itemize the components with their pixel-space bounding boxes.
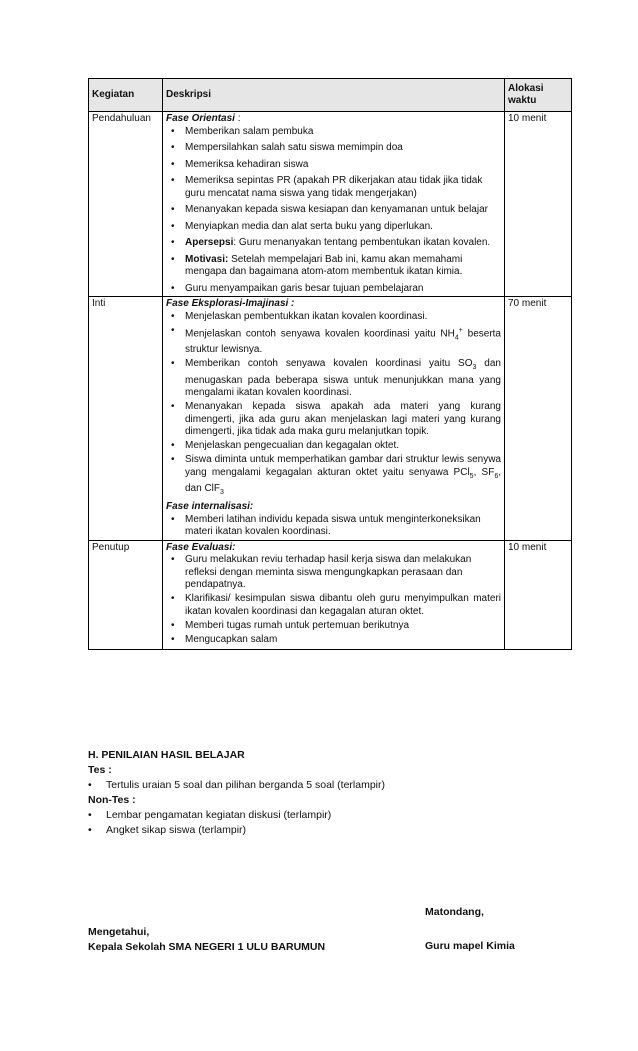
phase-orientasi-heading: Fase Orientasi : — [166, 113, 241, 124]
list-item: • Klarifikasi/ kesimpulan siswa dibantu oleh guru menyimpulkan materi ikatan kovalen koordinasi dan kegagalan aturan oktet. — [166, 593, 501, 618]
list-item: • Memberikan salam pembuka — [166, 126, 501, 139]
signature-place: Matondang, — [425, 906, 484, 918]
table-header-row — [89, 79, 572, 112]
list-item: • Lembar pengamatan kegiatan diskusi (terlampir) — [88, 808, 568, 823]
cell-deskripsi-penutup — [163, 540, 505, 649]
list-item: • Memeriksa sepintas PR (apakah PR dikerjakan atau tidak jika tidak guru mencatat nama siswa yang tidak mengerjakan) — [166, 175, 501, 200]
list-item: • Menjelaskan contoh senyawa kovalen koordinasi yaitu $NH_4^+$ beserta struktur lewisnya. — [166, 325, 501, 357]
list-item: • Memberi latihan individu kepada siswa untuk menginterkoneksikan materi ikatan kovalen koordinasi. — [166, 514, 501, 539]
list-item: • Menjelaskan pembentukkan ikatan kovalen koordinasi. — [166, 311, 501, 324]
list-item: • Menanyakan kepada siswa kesiapan dan kenyamanan untuk belajar — [166, 204, 501, 217]
list-item: • Tertulis uraian 5 soal dan pilihan berganda 5 soal (terlampir) — [88, 778, 568, 793]
cell-waktu-penutup: 10 menit — [505, 540, 572, 649]
table-row-penutup — [89, 540, 572, 649]
cell-kegiatan-inti: Inti — [89, 297, 163, 541]
section-title: H. PENILAIAN HASIL BELAJAR — [88, 749, 245, 761]
phase-evaluasi-heading: Fase Evaluasi: — [166, 541, 236, 553]
inti-list — [166, 311, 501, 500]
activity-table — [88, 78, 572, 650]
list-item: • Memeriksa kehadiran siswa — [166, 159, 501, 172]
cell-deskripsi-pendahuluan — [163, 112, 505, 297]
pendahuluan-list — [166, 126, 501, 296]
phase-eksplorasi-heading: Fase Eksplorasi-Imajinasi : — [166, 298, 295, 309]
section-penilaian — [88, 748, 568, 838]
table-row-pendahuluan — [89, 112, 572, 297]
tes-label: Tes : — [88, 764, 112, 776]
cell-waktu-pendahuluan: 10 menit — [505, 112, 572, 297]
list-item: • Menyiapkan media dan alat serta buku yang diperlukan. — [166, 221, 501, 234]
penutup-list — [166, 554, 501, 646]
list-item: • Mempersilahkan salah satu siswa memimpin doa — [166, 142, 501, 155]
mengetahui-label: Mengetahui, — [88, 926, 150, 938]
nontes-list — [88, 808, 568, 838]
list-item: • Memberi tugas rumah untuk pertemuan berikutnya — [166, 620, 501, 633]
list-item: • Menjelaskan pengecualian dan kegagalan oktet. — [166, 440, 501, 453]
list-item-apersepsi: • Apersepsi: Guru menanyakan tentang pembentukan ikatan kovalen. — [166, 237, 501, 250]
nontes-label: Non-Tes : — [88, 794, 136, 806]
cell-kegiatan-penutup: Penutup — [89, 540, 163, 649]
list-item: • Guru menyampaikan garis besar tujuan pembelajaran — [166, 283, 501, 296]
cell-deskripsi-inti — [163, 297, 505, 541]
header-kegiatan: Kegiatan — [89, 79, 163, 112]
list-item: • Menanyakan kepada siswa apakah ada materi yang kurang dimengerti, jika ada guru akan menjelaskan lagi materi yang kurang dimengerti, jika tidak ada maka guru melanjutkan topik. — [166, 401, 501, 439]
internalisasi-list — [166, 514, 501, 539]
phase-internalisasi-heading: Fase internalisasi: — [166, 501, 254, 513]
cell-kegiatan-pendahuluan: Pendahuluan — [89, 112, 163, 297]
list-item-motivasi: • Motivasi: Setelah mempelajari Bab ini, kamu akan memahami mengapa dan bagaimana atom-atom membentuk ikatan kimia. — [166, 254, 501, 279]
list-item: • Mengucapkan salam — [166, 634, 501, 647]
list-item: • Siswa diminta untuk memperhatikan gambar dari struktur lewis senywa yang mengalami kegagalan akturan oktet yaitu senyawa PCl$_5$, $SF_6$, dan ClF$_3$ — [166, 454, 501, 500]
list-item: • Memberikan contoh senyawa kovalen koordinasi yaitu $SO_3$ dan menugaskan pada beberapa siswa untuk menunjukkan mana yang mengalami ikatan kovalen koordinasi. — [166, 358, 501, 400]
tes-list — [88, 778, 568, 793]
kepala-sekolah-label: Kepala Sekolah SMA NEGERI 1 ULU BARUMUN — [88, 941, 326, 953]
header-alokasi: Alokasi waktu — [505, 79, 572, 112]
header-deskripsi: Deskripsi — [163, 79, 505, 112]
table-row-inti — [89, 297, 572, 541]
cell-waktu-inti: 70 menit — [505, 297, 572, 541]
list-item: • Angket sikap siswa (terlampir) — [88, 823, 568, 838]
guru-mapel-label: Guru mapel Kimia — [425, 940, 515, 952]
signature-left — [88, 925, 325, 955]
list-item: • Guru melakukan reviu terhadap hasil kerja siswa dan melakukan refleksi dengan meminta siswa mengungkapkan perasaan dan pendapatnya. — [166, 554, 501, 592]
